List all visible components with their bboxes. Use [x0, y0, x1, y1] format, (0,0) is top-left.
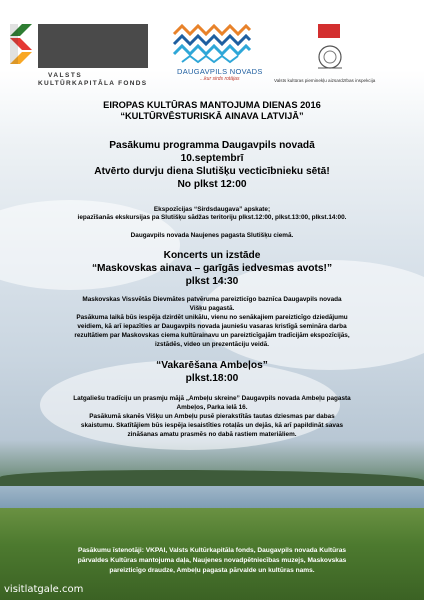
daugavpils-novads-logo-icon [172, 22, 252, 64]
vkf-logo-icon [8, 22, 38, 66]
organizers-text: pareizticīgo draudze, Ambeļu pagasta pārvalde un kultūras nams. [109, 567, 315, 574]
organizers-text: pārvaldes Kultūras mantojuma daļa, Naujenes novadpētniecības muzejs, Maskovskas [77, 557, 347, 564]
program-date: 10.septembrī [180, 153, 244, 164]
event-title: EIROPAS KULTŪRAS MANTOJUMA DIENAS 2016 [103, 100, 321, 110]
organizers-text: Pasākumu īstenotāji: VKPAI, Valsts Kultūrkapitāla fonds, Daugavpils novada Kultūras [77, 547, 347, 554]
evening-time: plkst.18:00 [185, 373, 239, 384]
daugavpils-novads-logo-text: DAUGAVPILS NOVADS [177, 67, 263, 76]
church-text: Višķu pagastā. [189, 305, 235, 312]
program-title: Pasākumu programma Daugavpils novadā [109, 140, 315, 151]
logo-bar [0, 0, 424, 92]
evening-title: “Vakarēšana Ambeļos” [156, 360, 268, 371]
ambeli-text: zināšanas amatu prasmēs no dabā rastiem materiāliem. [127, 431, 297, 438]
vkpai-flag-icon [318, 24, 340, 38]
church-text: izstādēs, video un prezentāciju veidā. [154, 341, 269, 348]
ambeli-text: Pasākumā skanēs Višķu un Ambeļu pusē pierakstītās tautas dziesmas par dabas [89, 413, 335, 420]
program-time: No plkst 12:00 [177, 179, 247, 190]
concert-title: Koncerts un izstāde [163, 250, 261, 261]
program-event: Atvērto durvju diena Slutišķu vecticībnieku sētā! [94, 166, 330, 177]
expo-text: iepazīšanās ekskursijas pa Slutišķu sādžas teritoriju plkst.12:00, plkst.13:00, plkst.14:00. [77, 214, 347, 221]
vkf-logo-text: VALSTS [48, 72, 83, 79]
expo-text: Ekspozīcijas “Sirdsdaugava” apskate; [153, 206, 271, 213]
ambeli-text: Latgaliešu tradīciju un prasmju mājā „Ambeļu skreine” Daugavpils novada Ambeļu pagasta [73, 395, 351, 402]
concert-time: plkst 14:30 [185, 276, 239, 287]
event-subtitle: “KULTŪRVĒSTURISKĀ AINAVA LATVIJĀ” [120, 111, 304, 121]
daugavpils-novads-slogan: ...kur sirds rotājas [200, 76, 240, 82]
watermark: visitlatgale.com [4, 584, 84, 595]
vkf-logo-block [38, 24, 148, 68]
church-text: rezultātiem par Maskovskas ciema kultūrainavu un pareizticīgajām tradīcijām ekspozīcijās, [74, 332, 350, 339]
church-text: Pasākuma laikā būs iespēja dzirdēt unikālu, vienu no senākajiem pareizticīgo dziedājumu [76, 314, 348, 321]
ambeli-text: Ambeļos, Parka ielā 16. [176, 404, 248, 411]
expo-location: Daugavpils novada Naujenes pagasta Slutišķu ciemā. [130, 232, 294, 239]
church-text: Maskovskas Vissvētās Dievmātes patvēruma pareizticīgo baznīca Daugavpils novada [82, 296, 342, 303]
coat-of-arms-icon [315, 42, 345, 72]
church-text: veidiem, kā arī iepazīties ar Daugavpils novada jauniešu vasaras kristīgā semināra darba [77, 323, 347, 330]
concert-subtitle: “Maskovskas ainava – garīgās iedvesmas avots!” [91, 263, 333, 274]
lake [0, 486, 424, 508]
vkpai-logo-text: Valsts kultūras pieminekļu aizsardzības inspekcija [274, 78, 376, 83]
vkf-logo-text: KULTŪRKAPITĀLA FONDS [38, 80, 148, 87]
ambeli-text: skaistumu. Skatītājiem būs iespēja iesaistīties rotaļās un dejās, kā arī papildināt savas [80, 422, 344, 429]
